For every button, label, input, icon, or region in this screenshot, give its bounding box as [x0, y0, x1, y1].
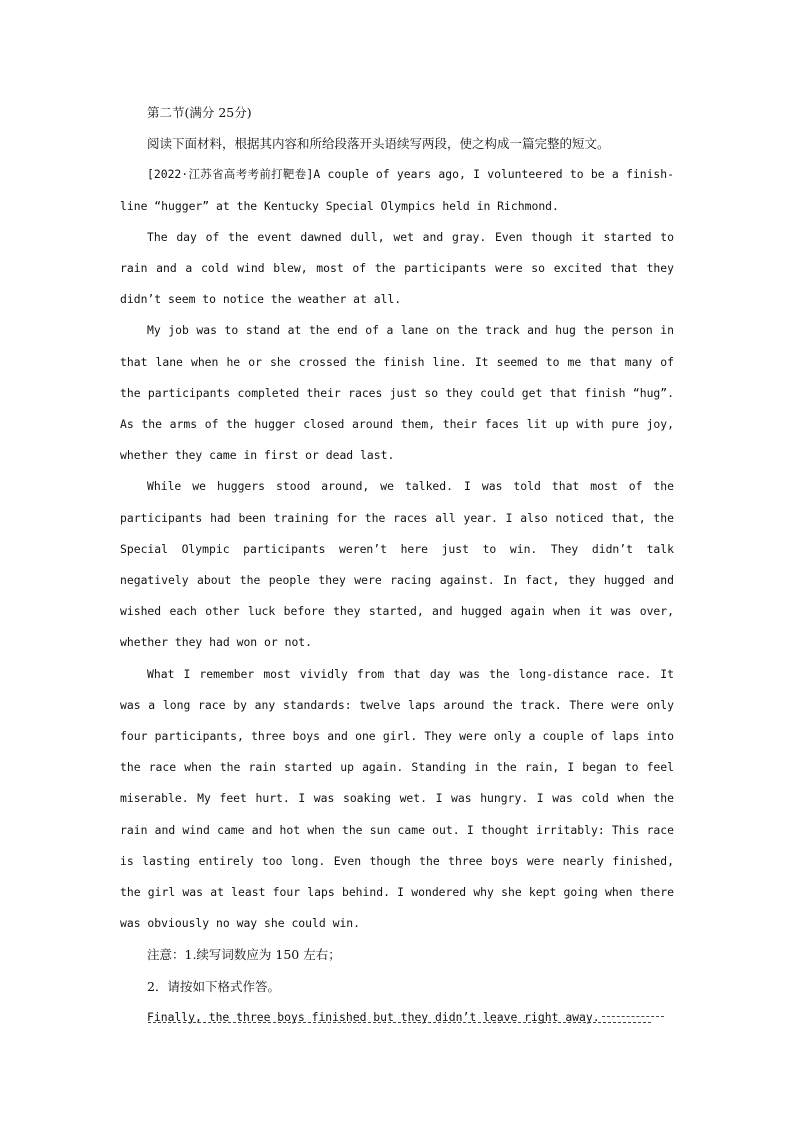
- note-2: 2．请按如下格式作答。: [147, 978, 280, 994]
- instruction-text: 阅读下面材料，根据其内容和所给段落开头语续写两段，使之构成一篇完整的短文。: [147, 136, 610, 152]
- passage-paragraph-2: My job was to stand at the end of a lane on the track and hug the person in that lane when he or she crossed the finish line. It seemed to me that many of the participants completed their races just so they could get that finish “hug”. As the arms of the hugger closed around them, their faces lit up with pure joy, whether they came in first or dead last.: [120, 323, 674, 463]
- source-tag: [2022·江苏省高考考前打靶卷]: [147, 167, 314, 182]
- answer-blank-inline[interactable]: [602, 1015, 664, 1017]
- answer-prompt-text: Finally, the three boys finished but they didn’t leave right away.: [147, 1009, 600, 1024]
- passage-paragraph-1: The day of the event dawned dull, wet and gray. Even though it started to rain and a cold wind blew, most of the participants were so excited that they didn’t seem to notice the weather at all.: [120, 229, 674, 307]
- answer-prompt: [120, 1002, 674, 1033]
- document-content: [120, 97, 674, 1033]
- note-1: 注意：1.续写词数应为 150 左右；: [147, 947, 341, 963]
- passage-paragraph-3: While we huggers stood around, we talked. I was told that most of the participants had been training for the races all year. I also noticed that, the Special Olympic participants weren’t here just to win. They didn’t talk negatively about the people they were racing against. In fact, they hugged and wished each other luck before they started, and hugged again when it was over, whether they had won or not.: [120, 479, 674, 650]
- passage-paragraph-4: What I remember most vividly from that day was the long-distance race. It was a long race by any standards: twelve laps around the track. There were only four participants, three boys and one girl. They were only a couple of laps into the race when the rain started up again. Standing in the rain, I began to feel miserable. My feet hurt. I was soaking wet. I was hungry. I was cold when the rain and wind came and hot when the sun came out. I thought irritably: This race is lasting entirely too long. Even though the three boys were nearly finished, the girl was at least four laps behind. I wondered why she kept going when there was obviously no way she could win.: [120, 666, 674, 931]
- passage-intro: [120, 159, 674, 221]
- section-heading: 第二节(满分 25分): [147, 105, 252, 120]
- answer-blank-line[interactable]: [148, 1022, 651, 1023]
- intro-text: A couple of years ago, I volunteered to be a finish-line “hugger” at the Kentucky Special Olympics held in Richmond.: [120, 167, 674, 213]
